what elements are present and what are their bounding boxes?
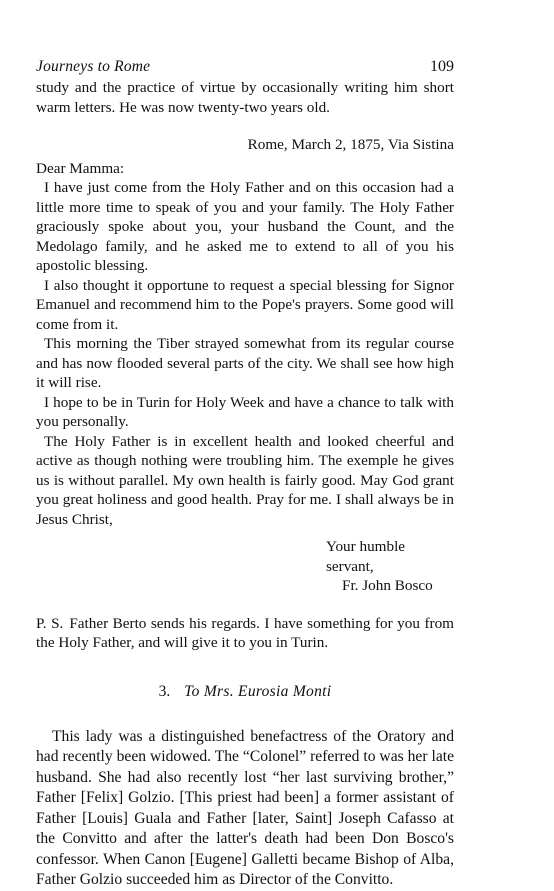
section-title: To Mrs. Eurosia Monti [184,682,332,700]
section-intro-paragraph: This lady was a distinguished benefactress of the Oratory and had recently been widowed. The “Colonel” referred to was her late husband. She had also recently lost “her last surviving brother,” Father [Felix] Golzio. [This priest had been] a former assistant of Father [Louis] Guala and Father [later, Saint] Joseph Cafasso at the Convitto and after the latter's death had been Don Bosco's confessor. When Canon [Eugene] Galletti became Bishop of Alba, Father Golzio succeeded him as Director of the Convitto. [36,727,454,888]
letter-dateline: Rome, March 2, 1875, Via Sistina [247,136,454,153]
postscript-text: Father Berto sends his regards. I have something for you from the Holy Father, and will give it to you in Turin. [36,614,454,651]
letter-paragraph: The Holy Father is in excellent health and looked cheerful and active as though nothing were troubling him. The exemple he gives us is without parallel. My own health is fairly good. May God grant you great holiness and good health. Pray for me. I shall always be in Jesus Christ, [36,432,454,528]
letter-paragraph: I also thought it opportune to request a special blessing for Signor Emanuel and recommend him to the Pope's prayers. Some good will come from it. [36,276,454,333]
letter-paragraph: This morning the Tiber strayed somewhat from its regular course and has now flooded several parts of the city. We shall see how high it will rise. [36,335,454,391]
page-number: 109 [430,58,454,75]
closing-signature: Fr. John Bosco [342,577,433,594]
letter-paragraph: I hope to be in Turin for Holy Week and have a chance to talk with you personally. [36,393,454,430]
postscript [36,614,454,653]
letter-salutation: Dear Mamma: [36,159,125,177]
running-header [36,58,454,76]
book-page [36,58,454,891]
postscript-label: P. S. [36,614,64,632]
letter-closing [36,537,454,596]
letter-paragraph: I have just come from the Holy Father and on this occasion had a little more time to speak of you and your family. The Holy Father graciously spoke about you, your husband the Count, and the Medolago family, and he asked me to extend to all of you his apostolic blessing. [36,179,454,274]
running-title: Journeys to Rome [36,58,151,75]
opening-paragraph: study and the practice of virtue by occasionally writing him short warm letters. He was now twenty-two years old. [36,79,454,116]
section-number: 3. [158,682,171,700]
section-heading [36,683,454,701]
closing-valediction: Your humble servant, [326,538,406,575]
